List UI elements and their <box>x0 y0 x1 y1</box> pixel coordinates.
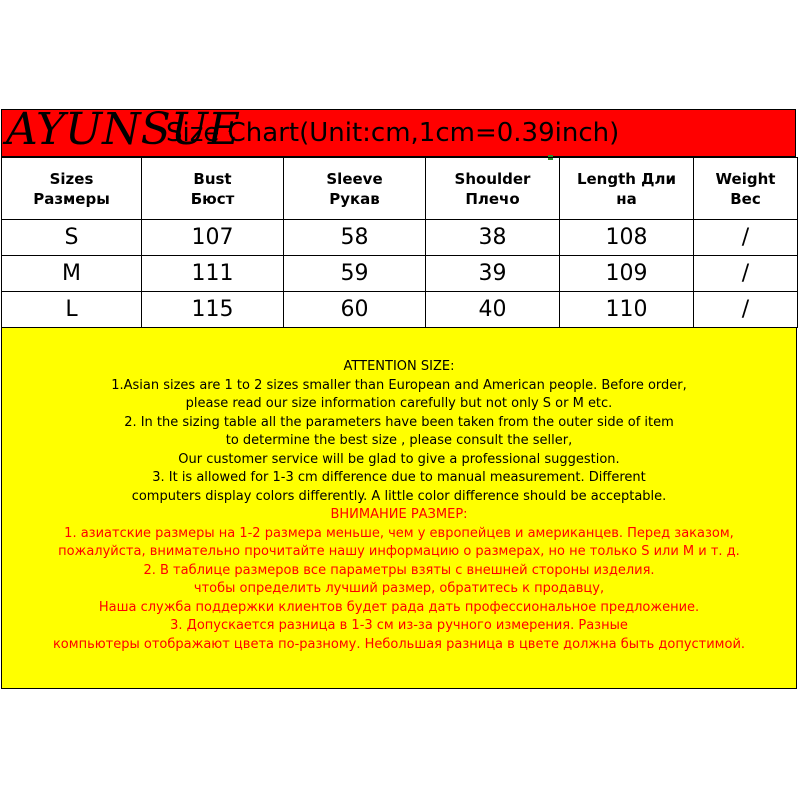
header-sleeve: Sleeve Рукав <box>284 158 426 220</box>
cell-weight: / <box>694 292 798 328</box>
cell-shoulder: 40 <box>426 292 560 328</box>
cell-bust: 107 <box>142 220 284 256</box>
table-header-row <box>2 158 798 220</box>
cell-size: M <box>2 256 142 292</box>
table-row <box>2 220 798 256</box>
cell-length: 109 <box>560 256 694 292</box>
table-row <box>2 256 798 292</box>
cell-weight: / <box>694 220 798 256</box>
notice-line-en: 2. In the sizing table all the parameters have been taken from the outer side of item <box>124 414 674 430</box>
notice-line-en: please read our size information carefully but not only S or M etc. <box>185 396 613 411</box>
notice-line-ru: пожалуйста, внимательно прочитайте нашу информацию о размерах, но не только S или M и т. д. <box>58 544 740 559</box>
notice-line-en: computers display colors differently. A little color difference should be acceptable. <box>131 488 667 504</box>
cell-bust: 115 <box>142 292 284 328</box>
notice-heading-ru: ВНИМАНИЕ РАЗМЕР: <box>330 507 468 522</box>
header-length: Length Дли на <box>560 158 694 220</box>
cell-sleeve: 59 <box>284 256 426 292</box>
header-weight: Weight Вес <box>694 158 798 220</box>
header-sizes: Sizes Размеры <box>2 158 142 220</box>
cell-bust: 111 <box>142 256 284 292</box>
brand-logo: AYUNSUE <box>6 104 240 155</box>
notice-line-ru: 2. В таблице размеров все параметры взяты с внешней стороны изделия. <box>143 562 655 578</box>
notice-line-ru: 3. Допускается разница в 1-3 см из-за ручного измерения. Разные <box>170 618 628 633</box>
header-bust: Bust Бюст <box>142 158 284 220</box>
notice-line-en: 3. It is allowed for 1-3 cm difference due to manual measurement. Different <box>152 470 646 485</box>
notice-line-ru: Наша служба поддержки клиентов будет рада дать профессиональное предложение. <box>98 599 700 615</box>
notice-line-ru: чтобы определить лучший размер, обратитесь к продавцу, <box>193 581 605 596</box>
cell-weight: / <box>694 256 798 292</box>
notice-heading-en: ATTENTION SIZE: <box>343 359 455 374</box>
notice-line-en: 1.Asian sizes are 1 to 2 sizes smaller than European and American people. Before order, <box>111 377 687 393</box>
attention-notice <box>1 327 797 689</box>
cell-size: L <box>2 292 142 328</box>
cell-sleeve: 58 <box>284 220 426 256</box>
table-row <box>2 292 798 328</box>
cell-length: 110 <box>560 292 694 328</box>
notice-line-en: to determine the best size , please consult the seller, <box>225 433 573 448</box>
notice-line-ru: 1. азиатские размеры на 1-2 размера меньше, чем у европейцев и американцев. Перед заказом, <box>64 525 734 541</box>
header-shoulder: Shoulder Плечо <box>426 158 560 220</box>
notice-line-en: Our customer service will be glad to give a professional suggestion. <box>178 451 620 467</box>
size-table <box>1 157 798 328</box>
notice-line-ru: компьютеры отображают цвета по-разному. Небольшая разница в цвете должна быть допустимой. <box>52 636 746 652</box>
cell-sleeve: 60 <box>284 292 426 328</box>
chart-title: Size Chart(Unit:cm,1cm=0.39inch) <box>166 118 620 148</box>
cell-length: 108 <box>560 220 694 256</box>
cell-shoulder: 39 <box>426 256 560 292</box>
cell-shoulder: 38 <box>426 220 560 256</box>
cell-size: S <box>2 220 142 256</box>
